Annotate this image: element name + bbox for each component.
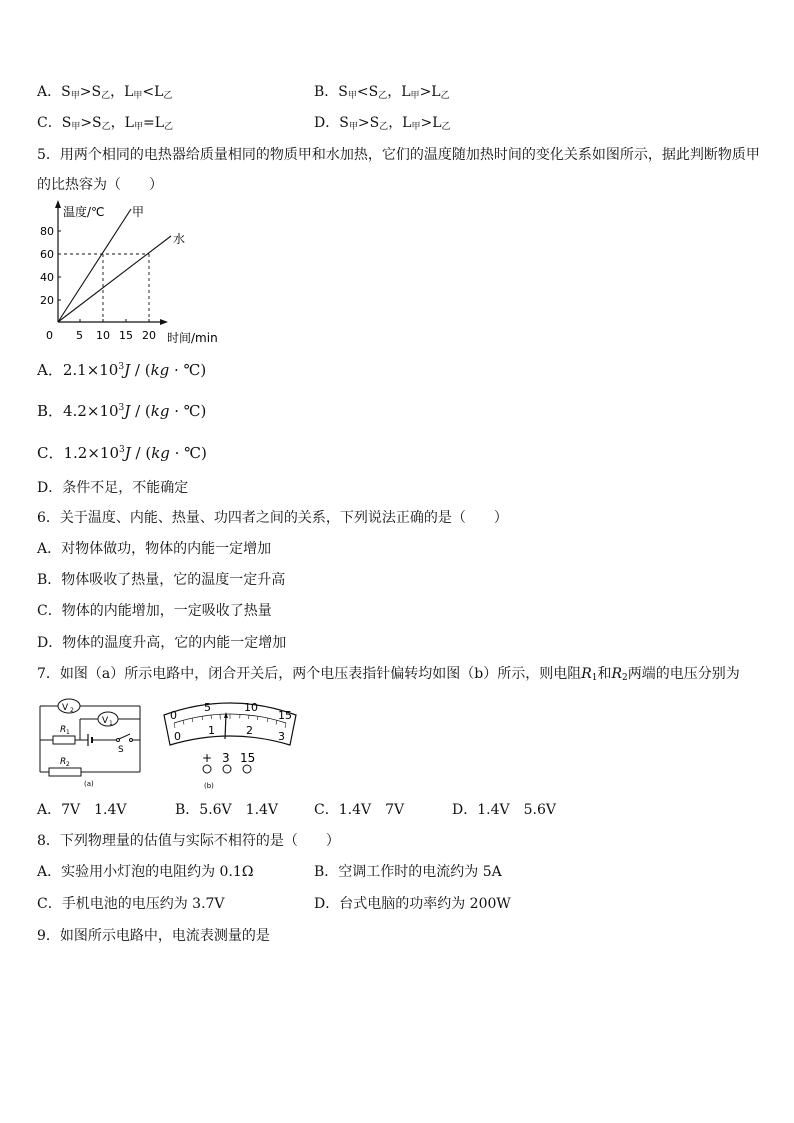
q4-option-c <box>37 114 173 136</box>
q4-b-sub1: 甲 <box>347 91 357 101</box>
terminal-15 <box>243 765 251 773</box>
terminal-3-label: 3 <box>222 751 230 765</box>
graph-xlabel: 时间/min <box>167 331 218 345</box>
q4-c-rel1: >S <box>80 115 102 131</box>
circuit-caption: (a) <box>84 780 94 788</box>
q7-stem-r1: R <box>581 666 592 682</box>
r2-label: R <box>60 757 67 767</box>
line-jia <box>58 209 131 322</box>
q7-option-d: D．1.4V 5.6V <box>452 802 556 818</box>
y-axis-arrow <box>55 200 61 208</box>
q4-b-sub2: 乙 <box>378 91 388 101</box>
q5-a-unit-j: J <box>124 361 131 379</box>
q5-stem-line2: 的比热容为（ ） <box>37 177 163 193</box>
q5-a-deg: ℃) <box>183 361 207 379</box>
switch-blade <box>119 734 130 739</box>
q8-option-b: B．空调工作时的电流约为 5A <box>314 864 502 880</box>
q5-option-a <box>37 358 206 379</box>
dial-bottom-3: 3 <box>278 730 285 743</box>
line-shui <box>58 236 171 322</box>
q4-c-sub3: 甲 <box>133 122 143 132</box>
r1-label-sub: 1 <box>66 729 70 736</box>
q4-d-s: S <box>339 115 349 131</box>
r1-label: R <box>60 725 67 735</box>
q4-c-sub2: 乙 <box>101 122 111 132</box>
dial-top-15: 15 <box>278 709 292 722</box>
v1-label-sub: 1 <box>109 720 113 727</box>
dial-top-0: 0 <box>170 709 177 722</box>
q4-b-s: S <box>338 84 348 100</box>
q4-c-letter: C． <box>37 115 62 131</box>
q4-d-letter: D． <box>314 115 340 131</box>
q5-a-coef: 2.1×10 <box>62 361 119 379</box>
q4-b-rel1: <S <box>356 84 379 100</box>
q4-c-rel2: =L <box>142 115 165 131</box>
q8-option-d: D．台式电脑的功率约为 200W <box>314 896 511 912</box>
terminal-3 <box>223 765 231 773</box>
q5-option-c <box>37 441 207 462</box>
q4-b-sub4: 乙 <box>440 91 450 101</box>
q7-stem-post: 两端的电压分别为 <box>627 666 740 682</box>
graph-ytick-60: 60 <box>40 248 54 261</box>
q4-d-sub1: 甲 <box>348 122 358 132</box>
resistor-r1 <box>53 736 75 744</box>
q4-d-sub2: 乙 <box>379 122 389 132</box>
q7-option-b: B．5.6V 1.4V <box>175 802 279 818</box>
dial-top-10: 10 <box>244 701 258 714</box>
graph-xtick-10: 10 <box>96 329 110 342</box>
graph-ytick-40: 40 <box>40 271 54 284</box>
q7-stem-pre: 7．如图（a）所示电路中，闭合开关后，两个电压表指针偏转均如图（b）所示，则电阻 <box>37 666 582 682</box>
q4-d-rel1: >S <box>357 115 380 131</box>
q4-a-sub1: 甲 <box>70 91 80 101</box>
q4-d-rel2: >L <box>420 115 442 131</box>
q4-a-sep: ，L <box>110 84 134 100</box>
graph-xtick-20: 20 <box>142 329 156 342</box>
q5-option-b <box>37 399 206 420</box>
q4-a-sub4: 乙 <box>163 91 173 101</box>
graph-xtick-5: 5 <box>76 329 83 342</box>
q5-a-letter: A． <box>37 361 63 379</box>
v1-label: V <box>102 716 109 726</box>
q5-c-kg: kg <box>151 444 170 462</box>
q5-c-dot: · <box>169 444 185 462</box>
q4-d-sep: ，L <box>388 115 412 131</box>
q4-b-sub3: 甲 <box>410 91 420 101</box>
q4-d-sub3: 甲 <box>411 122 421 132</box>
q5-c-deg: ℃) <box>184 444 207 462</box>
graph-ylabel: 温度/℃ <box>63 205 105 219</box>
q4-b-rel2: >L <box>419 84 441 100</box>
q4-d-sub4: 乙 <box>441 122 451 132</box>
q4-b-letter: B． <box>314 84 339 100</box>
q4-a-rel2: <L <box>142 84 164 100</box>
terminal-plus <box>203 765 211 773</box>
q9-stem: 9．如图所示电路中，电流表测量的是 <box>37 928 270 944</box>
q5-b-coef: 4.2×10 <box>63 402 119 420</box>
q5-temperature-graph <box>36 200 236 350</box>
q6-option-d: D．物体的温度升高，它的内能一定增加 <box>37 635 287 651</box>
q5-c-exp: 3 <box>119 445 125 455</box>
q8-stem: 8．下列物理量的估值与实际不相符的是（ ） <box>37 833 340 849</box>
q5-b-exp: 3 <box>118 403 125 413</box>
q7-option-c: C．1.4V 7V <box>314 802 405 818</box>
graph-ytick-20: 20 <box>40 294 54 307</box>
dial-bottom-1: 1 <box>208 724 215 737</box>
q5-b-slash: / ( <box>130 402 151 420</box>
r2-label-sub: 2 <box>66 761 70 768</box>
q4-a-rel1: >S <box>79 84 102 100</box>
q5-b-dot: · <box>169 402 184 420</box>
resistor-r2 <box>49 768 81 776</box>
q4-c-sep: ，L <box>110 115 134 131</box>
terminal-15-label: 15 <box>240 751 256 765</box>
q7-stem-r1-sub: 1 <box>591 673 598 683</box>
q4-option-b <box>314 83 450 105</box>
q6-option-b: B．物体吸收了热量，它的温度一定升高 <box>37 572 286 588</box>
q4-a-sub3: 甲 <box>133 91 143 101</box>
q4-option-a <box>37 83 172 105</box>
q4-c-s: S <box>61 115 72 131</box>
q4-option-d <box>314 114 451 136</box>
q5-a-slash: / ( <box>130 361 151 379</box>
q4-c-sub4: 乙 <box>164 122 174 132</box>
q5-c-letter: C． <box>37 444 64 462</box>
q5-a-kg: kg <box>150 361 170 379</box>
q4-b-sep: ，L <box>387 84 411 100</box>
q7-option-a: A．7V 1.4V <box>37 802 127 818</box>
graph-label-jia: 甲 <box>132 205 145 219</box>
q7-voltmeter-dial <box>160 697 300 793</box>
x-axis-arrow <box>160 319 168 325</box>
dial-caption: (b) <box>204 782 214 790</box>
q5-c-coef: 1.2×10 <box>63 444 119 462</box>
q6-option-c: C．物体的内能增加，一定吸收了热量 <box>37 603 272 619</box>
q5-b-unit-j: J <box>124 402 131 420</box>
graph-label-shui: 水 <box>173 232 186 246</box>
graph-ytick-80: 80 <box>40 225 54 238</box>
q5-c-slash: / ( <box>130 444 152 462</box>
q4-a-s: S <box>61 84 71 100</box>
terminal-plus-label: + <box>202 751 213 765</box>
q7-circuit-diagram <box>36 696 156 792</box>
q5-a-exp: 3 <box>118 362 125 372</box>
q8-option-a: A．实验用小灯泡的电阻约为 0.1Ω <box>37 864 254 880</box>
dial-bottom-2: 2 <box>246 724 253 737</box>
q4-c-sub1: 甲 <box>71 122 81 132</box>
q5-b-deg: ℃) <box>183 402 207 420</box>
dial-top-5: 5 <box>204 701 211 714</box>
q4-a-sub2: 乙 <box>101 91 111 101</box>
q6-stem: 6．关于温度、内能、热量、功四者之间的关系，下列说法正确的是（ ） <box>37 510 508 526</box>
q5-stem-line1: 5．用两个相同的电热器给质量相同的物质甲和水加热，它们的温度随加热时间的变化关系如图所示，据此判断物质甲 <box>37 147 760 163</box>
v2-label-sub: 2 <box>70 707 74 714</box>
q7-stem-r2: R <box>611 666 623 682</box>
q5-a-dot: · <box>169 361 184 379</box>
q5-b-kg: kg <box>150 402 170 420</box>
q4-a-letter: A． <box>37 84 62 100</box>
switch-label: S <box>118 745 124 755</box>
dial-bottom-0: 0 <box>174 730 181 743</box>
q5-b-letter: B． <box>37 402 64 420</box>
q7-stem-and: 和 <box>597 666 612 682</box>
q5-c-unit-j: J <box>124 444 131 462</box>
graph-origin: 0 <box>46 329 53 342</box>
v2-label: V <box>62 703 69 713</box>
graph-xtick-15: 15 <box>119 329 133 342</box>
q7-stem-r2-sub: 2 <box>622 673 628 683</box>
q8-option-c: C．手机电池的电压约为 3.7V <box>37 896 225 912</box>
q6-option-a: A．对物体做功，物体的内能一定增加 <box>37 541 272 557</box>
q5-option-d: D．条件不足，不能确定 <box>37 480 189 496</box>
q7-stem <box>37 665 740 687</box>
